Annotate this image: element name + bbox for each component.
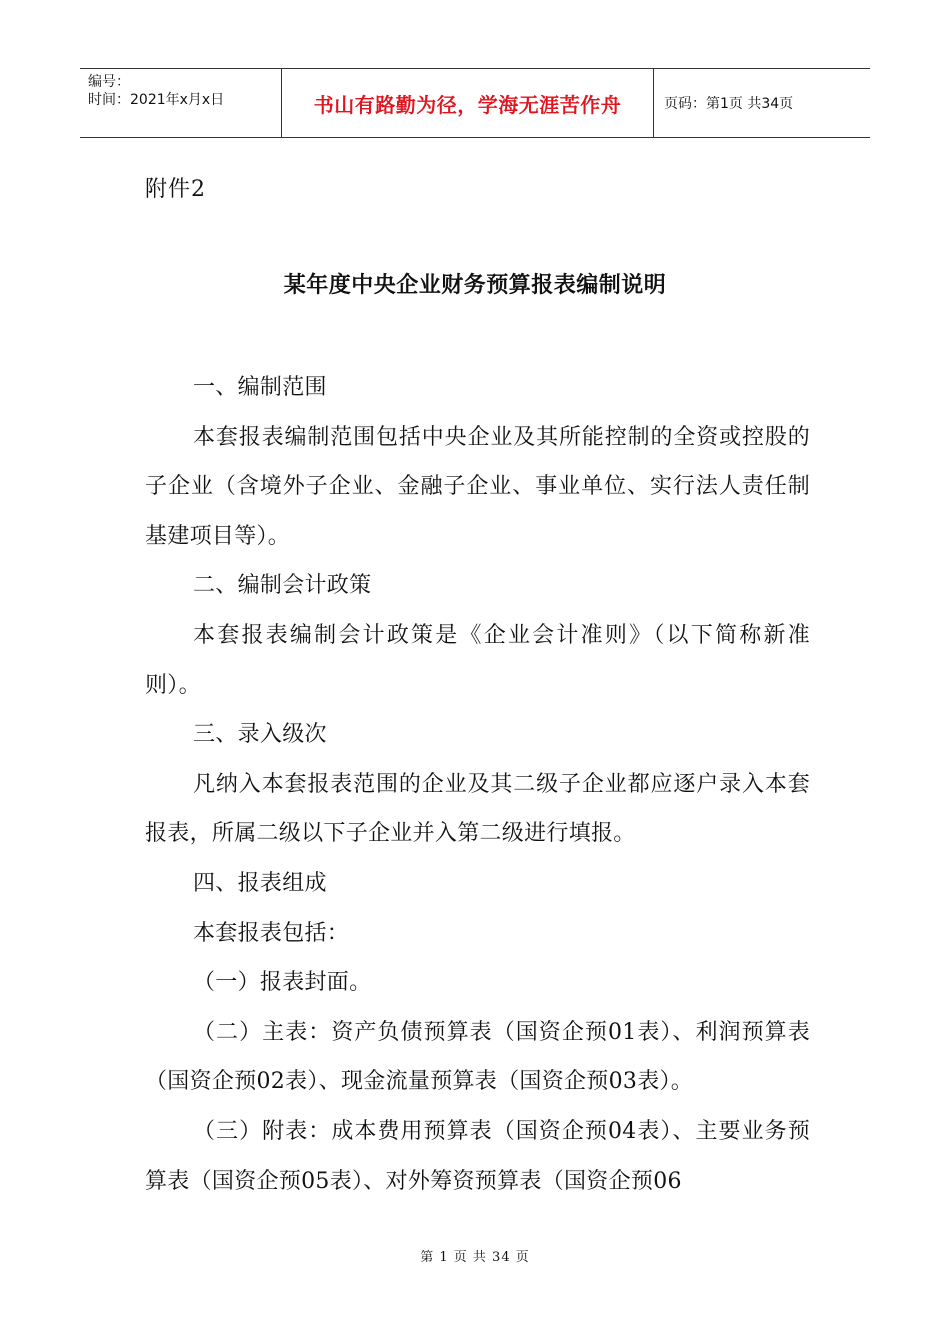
header-page-info: 页码：第1页 共34页: [664, 96, 794, 112]
section-heading: 三、录入级次: [193, 722, 327, 748]
list-item: （三）附表：成本费用预算表（国资企预04表）、主要业务预算表（国资企预05表）、对外筹资预算表（国资企预06: [145, 1118, 810, 1194]
document-time: 时间：2021年x月x日: [88, 92, 225, 108]
header-meta: [80, 69, 282, 137]
document-title: 某年度中央企业财务预算报表编制说明: [283, 273, 667, 298]
list-item: （二）主表：资产负债预算表（国资企预01表）、利润预算表（国资企预02表）、现金流量预算表（国资企预03表）。: [145, 1019, 810, 1095]
paragraph: 本套报表编制范围包括中央企业及其所能控制的全资或控股的子企业（含境外子企业、金融子企业、事业单位、实行法人责任制基建项目等）。: [145, 424, 810, 549]
header-motto: 书山有路勤为径，学海无涯苦作舟: [282, 69, 654, 137]
document-header: [80, 68, 870, 138]
paragraph: 凡纳入本套报表范围的企业及其二级子企业都应逐户录入本套报表，所属二级以下子企业并入第二级进行填报。: [145, 771, 810, 847]
section-heading: 四、报表组成: [193, 870, 327, 896]
paragraph: 本套报表包括：: [193, 920, 350, 946]
paragraph: 本套报表编制会计政策是《企业会计准则》（以下简称新准则）。: [145, 622, 810, 698]
page-footer: 第 1 页 共 34 页: [420, 1250, 530, 1265]
section-heading: 二、编制会计政策: [193, 573, 372, 599]
document-number-label: 编号：: [88, 74, 130, 90]
section-heading: 一、编制范围: [193, 375, 327, 400]
document-body: [145, 363, 810, 1206]
list-item: （一）报表封面。: [193, 970, 372, 996]
attachment-label: 附件2: [145, 177, 206, 202]
